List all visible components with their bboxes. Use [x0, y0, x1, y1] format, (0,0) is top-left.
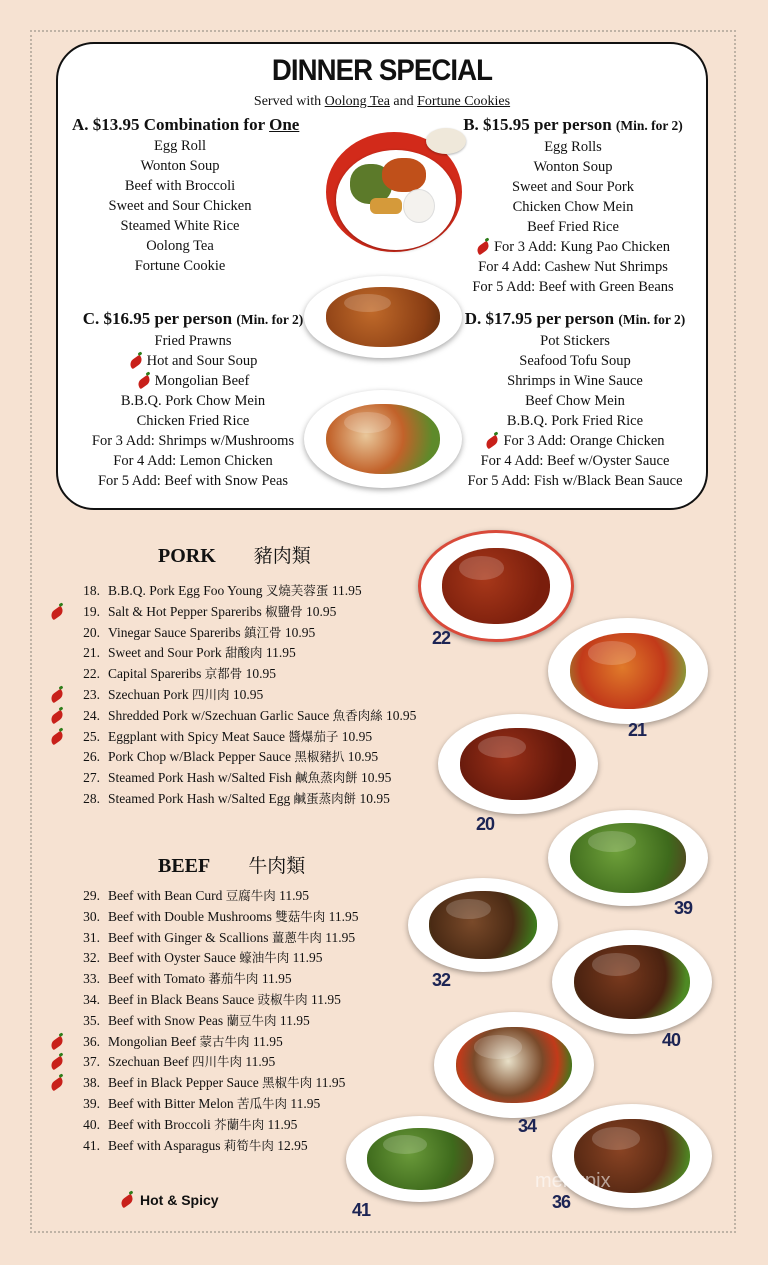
combo-item: [68, 391, 318, 411]
menu-item: [44, 1094, 359, 1115]
beef-title: BEEF: [158, 855, 211, 877]
item-price: 11.95: [252, 1033, 283, 1049]
item-price: 10.95: [306, 603, 337, 619]
fried-prawns-photo: [304, 276, 462, 358]
menu-item: [44, 928, 359, 949]
item-name: Pork Chop w/Black Pepper Sauce: [108, 749, 291, 765]
combo-heading: [448, 114, 698, 137]
menu-item: [44, 907, 359, 928]
item-number: 35.: [83, 1012, 100, 1028]
item-name-zh: 蕃茄牛肉: [208, 971, 259, 987]
item-number: 34.: [83, 991, 100, 1007]
combo-item-label: Fried Prawns: [154, 333, 232, 349]
item-price: 11.95: [261, 971, 292, 987]
item-name-zh: 黑椒豬扒: [294, 749, 345, 765]
item-number: 32.: [83, 950, 100, 966]
photo-label-21: 21: [628, 720, 647, 740]
item-number: 39.: [83, 1095, 100, 1111]
combo-item: [450, 351, 700, 371]
combo-item-label: Mongolian Beef: [154, 373, 250, 389]
pork-menu-list: [44, 581, 416, 810]
menu-item: [44, 581, 416, 602]
item-name: Beef in Black Pepper Sauce: [108, 1075, 259, 1091]
item-number: 41.: [83, 1137, 100, 1153]
item-name: Steamed Pork Hash w/Salted Fish: [108, 770, 292, 786]
dish-photo-40: [552, 930, 712, 1034]
dinner-special-box: [56, 42, 708, 510]
dish-photo-20: [438, 714, 598, 814]
menu-item: [44, 1032, 359, 1053]
combo-item: [448, 237, 698, 257]
menu-item: [44, 1115, 359, 1136]
combo-item-label: Seafood Tofu Soup: [519, 353, 631, 369]
dish-photo-22: [418, 530, 574, 642]
menu-item: [44, 664, 416, 685]
pork-title-zh: 豬肉類: [253, 545, 311, 567]
item-number: 24.: [83, 707, 100, 723]
combo-item-label: Fortune Cookie: [134, 258, 226, 274]
combo-item-label: For 4 Add: Lemon Chicken: [113, 453, 273, 469]
item-price: 11.95: [279, 888, 309, 903]
combo-item: [450, 391, 700, 411]
combo-item: [448, 217, 698, 237]
menu-item: [44, 643, 416, 664]
item-price: 10.95: [232, 686, 264, 702]
combo-item: [72, 176, 288, 196]
photo-label-32: 32: [432, 970, 451, 990]
item-price: 11.95: [290, 1095, 321, 1111]
combo-item: [68, 451, 318, 471]
special-title: DINNER SPECIAL: [271, 54, 493, 87]
combo-item-label: For 3 Add: Kung Pao Chicken: [493, 239, 670, 255]
combo-price: B. $15.95 per person: [463, 115, 616, 134]
item-name-zh: 四川肉: [191, 686, 230, 702]
item-number: 28.: [83, 790, 100, 806]
menu-item: [44, 1073, 359, 1094]
item-name-zh: 蘭豆牛肉: [226, 1012, 277, 1028]
combo-item-label: Wonton Soup: [140, 158, 220, 174]
beef-title-zh: 牛肉類: [248, 855, 306, 877]
item-name: Beef with Bitter Melon: [108, 1095, 234, 1111]
legend-label: Hot & Spicy: [140, 1192, 219, 1208]
watermark-text: menupix: [535, 1170, 611, 1192]
item-price: 11.95: [331, 583, 362, 598]
combo-item: [68, 471, 318, 491]
item-name: Salt & Hot Pepper Spareribs: [108, 603, 262, 619]
combo-item: [68, 411, 318, 431]
item-name: B.B.Q. Pork Egg Foo Young: [108, 583, 263, 598]
item-name: Beef with Asparagus: [108, 1137, 221, 1153]
combo-item-label: Shrimps in Wine Sauce: [507, 373, 643, 389]
photo-label-20: 20: [476, 814, 495, 834]
dish-photo-34: [434, 1012, 594, 1118]
combo-item-label: Chicken Chow Mein: [512, 199, 634, 215]
chili-pepper-icon: [475, 240, 491, 255]
menu-item: [44, 990, 359, 1011]
combo-item: [68, 371, 318, 391]
menu-item: [44, 969, 359, 990]
item-number: 33.: [83, 971, 100, 987]
combo-item: [72, 236, 288, 256]
item-name: Steamed Pork Hash w/Salted Egg: [108, 790, 291, 806]
combo-heading: [68, 308, 318, 331]
item-name-zh: 雙菇牛肉: [275, 908, 326, 924]
menu-item: [44, 768, 416, 789]
item-name: Beef with Broccoli: [108, 1116, 211, 1132]
item-name-zh: 叉燒芙蓉蛋: [265, 583, 329, 598]
combo-item: [72, 216, 288, 236]
item-name: Shredded Pork w/Szechuan Garlic Sauce: [108, 707, 330, 723]
item-name-zh: 鹹魚蒸肉餅: [295, 770, 358, 786]
combo-item-label: Egg Roll: [154, 138, 206, 154]
menu-item: [44, 1052, 359, 1073]
item-name-zh: 黑椒牛肉: [262, 1075, 313, 1091]
item-number: 31.: [83, 929, 100, 945]
combo-item-label: For 5 Add: Beef with Green Beans: [472, 279, 674, 295]
item-name: Sweet and Sour Pork: [108, 645, 222, 661]
item-price: 11.95: [328, 908, 359, 924]
combo-minimum: (Min. for 2): [615, 118, 683, 133]
combo-item-label: Sweet and Sour Chicken: [108, 198, 252, 214]
chili-pepper-icon: [119, 1194, 135, 1209]
combo-item: [72, 196, 288, 216]
combo-item: [448, 137, 698, 157]
menu-item: [44, 727, 416, 748]
item-number: 25.: [83, 728, 100, 744]
item-number: 30.: [83, 908, 100, 924]
combo-item-label: Beef Chow Mein: [525, 393, 625, 409]
combo-item: [72, 136, 288, 156]
combo-item-label: Hot and Sour Soup: [146, 353, 258, 369]
item-name: Beef in Black Beans Sauce: [108, 991, 255, 1007]
item-name-zh: 四川牛肉: [191, 1054, 242, 1070]
combo-price: D. $17.95 per person: [464, 309, 619, 328]
combo-item-label: Chicken Fried Rice: [136, 413, 250, 429]
combo-item-label: Wonton Soup: [533, 159, 613, 175]
menu-item: [44, 623, 416, 644]
item-name: Beef with Double Mushrooms: [108, 908, 272, 924]
combo-minimum: (Min. for 2): [618, 312, 686, 327]
item-number: 37.: [83, 1054, 100, 1070]
combo-a: [72, 114, 300, 276]
combo-item-label: For 5 Add: Beef with Snow Peas: [97, 473, 289, 489]
item-price: 11.95: [265, 645, 296, 661]
dish-photo-41: [346, 1116, 494, 1202]
item-number: 21.: [83, 645, 100, 661]
item-name-zh: 苦瓜牛肉: [236, 1095, 287, 1111]
item-name-zh: 莉筍牛肉: [223, 1137, 274, 1153]
item-name-zh: 椒鹽骨: [265, 603, 303, 619]
item-name-zh: 蠔油牛肉: [239, 950, 290, 966]
combo-item: [448, 277, 698, 297]
chili-pepper-icon: [136, 374, 152, 389]
pork-section-title: [158, 541, 311, 568]
combo-item-label: For 4 Add: Cashew Nut Shrimps: [478, 259, 668, 275]
item-price: 10.95: [284, 624, 316, 640]
photo-label-39: 39: [674, 898, 693, 918]
combo-count: One: [269, 115, 300, 134]
combo-price: C. $16.95 per person: [82, 309, 237, 328]
menu-item: [44, 602, 416, 623]
subtitle-text: Served with: [253, 94, 325, 109]
combo-item: [448, 197, 698, 217]
menu-item: [44, 747, 416, 768]
item-price: 11.95: [310, 991, 341, 1007]
item-price: 10.95: [341, 728, 373, 744]
item-number: 23.: [83, 686, 100, 702]
combo-item: [450, 431, 700, 451]
item-name-zh: 魚香肉絲: [332, 707, 383, 723]
item-price: 10.95: [361, 770, 392, 786]
menu-item: [44, 948, 359, 969]
combo-item-label: Sweet and Sour Pork: [511, 179, 635, 195]
item-number: 18.: [83, 583, 100, 598]
item-price: 11.95: [267, 1116, 298, 1132]
combo-heading: [72, 114, 300, 136]
combo-item: [448, 177, 698, 197]
item-name: Beef with Tomato: [108, 971, 206, 987]
menu-item: [44, 706, 416, 727]
combo-item: [450, 471, 700, 491]
item-name-zh: 甜酸肉: [225, 645, 263, 661]
photo-label-22: 22: [432, 628, 451, 648]
item-price: 10.95: [347, 749, 379, 765]
item-number: 29.: [83, 888, 100, 903]
combo-item-label: Beef Fried Rice: [527, 219, 619, 235]
special-subtitle: [58, 94, 706, 110]
combo-item: [72, 256, 288, 276]
item-price: 11.95: [245, 1054, 276, 1070]
item-name-zh: 醬爆茄子: [288, 728, 339, 744]
subtitle-tea: Oolong Tea: [324, 94, 390, 109]
item-price: 11.95: [279, 1012, 310, 1028]
dish-photo-39: [548, 810, 708, 906]
combo-item: [448, 157, 698, 177]
item-name-zh: 鹹蛋蒸肉餅: [293, 790, 357, 806]
item-number: 38.: [83, 1075, 100, 1091]
item-name: Beef with Oyster Sauce: [108, 950, 236, 966]
combo-c: [68, 308, 318, 491]
combo-item: [450, 451, 700, 471]
menu-item: [44, 685, 416, 706]
combo-price: A. $13.95 Combination for: [72, 115, 270, 134]
combo-item: [68, 351, 318, 371]
item-name-zh: 豆腐牛肉: [225, 888, 276, 903]
subtitle-cookies: Fortune Cookies: [417, 94, 511, 109]
photo-label-40: 40: [662, 1030, 681, 1050]
combo-item-label: Oolong Tea: [146, 238, 214, 254]
combo-item-label: Beef with Broccoli: [124, 178, 236, 194]
combo-item: [450, 411, 700, 431]
pork-title: PORK: [158, 545, 216, 567]
combo-item-label: B.B.Q. Pork Fried Rice: [506, 413, 644, 429]
combo-item: [450, 331, 700, 351]
item-name: Vinegar Sauce Spareribs: [108, 624, 241, 640]
menu-item: [44, 1011, 359, 1032]
item-number: 19.: [83, 603, 100, 619]
item-number: 40.: [83, 1116, 100, 1132]
item-name-zh: 蒙古牛肉: [199, 1033, 250, 1049]
item-name: Beef with Bean Curd: [108, 888, 223, 903]
item-price: 11.95: [292, 950, 323, 966]
combo-b: [448, 114, 698, 297]
combo-d: [450, 308, 700, 491]
item-price: 11.95: [315, 1075, 346, 1091]
menu-item: [44, 1136, 359, 1157]
combo-item: [72, 156, 288, 176]
menu-item: [44, 789, 416, 810]
item-name-zh: 芥蘭牛肉: [214, 1116, 265, 1132]
item-name-zh: 京都骨: [204, 666, 243, 682]
photo-label-34: 34: [518, 1116, 537, 1136]
shrimps-photo: [304, 390, 462, 488]
combo-item-label: Steamed White Rice: [120, 218, 240, 234]
item-price: 10.95: [385, 707, 417, 723]
hot-spicy-legend: [120, 1192, 219, 1208]
combo-item-label: For 3 Add: Shrimps w/Mushrooms: [91, 433, 295, 449]
combo-item-label: B.B.Q. Pork Chow Mein: [120, 393, 266, 409]
item-name-zh: 豉椒牛肉: [257, 991, 308, 1007]
item-name-zh: 鎮江骨: [244, 624, 282, 640]
item-name: Beef with Ginger & Scallions: [108, 929, 269, 945]
item-price: 11.95: [325, 929, 356, 945]
combo-item: [68, 331, 318, 351]
combo-item: [68, 431, 318, 451]
combo-item-label: For 4 Add: Beef w/Oyster Sauce: [480, 453, 670, 469]
dish-photo-21: [548, 618, 708, 724]
combo-item: [450, 371, 700, 391]
combo-minimum: (Min. for 2): [236, 312, 304, 327]
item-number: 27.: [83, 770, 100, 786]
item-name-zh: 薑蔥牛肉: [271, 929, 322, 945]
beef-menu-list: [44, 886, 359, 1156]
combo-heading: [450, 308, 700, 331]
item-number: 20.: [83, 624, 100, 640]
item-number: 26.: [83, 749, 100, 765]
photo-label-41: 41: [352, 1200, 371, 1220]
item-name: Capital Spareribs: [108, 666, 202, 682]
menu-item: [44, 886, 359, 907]
item-number: 22.: [83, 666, 100, 682]
item-name: Eggplant with Spicy Meat Sauce: [108, 728, 285, 744]
chili-pepper-icon: [128, 354, 144, 369]
item-price: 12.95: [277, 1137, 308, 1153]
item-price: 10.95: [359, 790, 390, 806]
item-name: Mongolian Beef: [108, 1033, 197, 1049]
combo-item-label: Egg Rolls: [544, 139, 602, 155]
item-name: Beef with Snow Peas: [108, 1012, 224, 1028]
combo-item-label: Pot Stickers: [540, 333, 610, 349]
dish-photo-32: [408, 878, 558, 972]
beef-section-title: [158, 851, 305, 878]
combo-item-label: For 3 Add: Orange Chicken: [503, 433, 665, 449]
chili-pepper-icon: [484, 434, 500, 449]
combo-item-label: For 5 Add: Fish w/Black Bean Sauce: [467, 473, 683, 489]
item-name: Szechuan Pork: [108, 686, 189, 702]
subtitle-text: and: [389, 94, 418, 109]
item-name: Szechuan Beef: [108, 1054, 189, 1070]
combination-plate-photo: [320, 128, 464, 258]
photo-label-36: 36: [552, 1192, 571, 1212]
item-number: 36.: [83, 1033, 100, 1049]
combo-item: [448, 257, 698, 277]
item-price: 10.95: [245, 666, 276, 682]
